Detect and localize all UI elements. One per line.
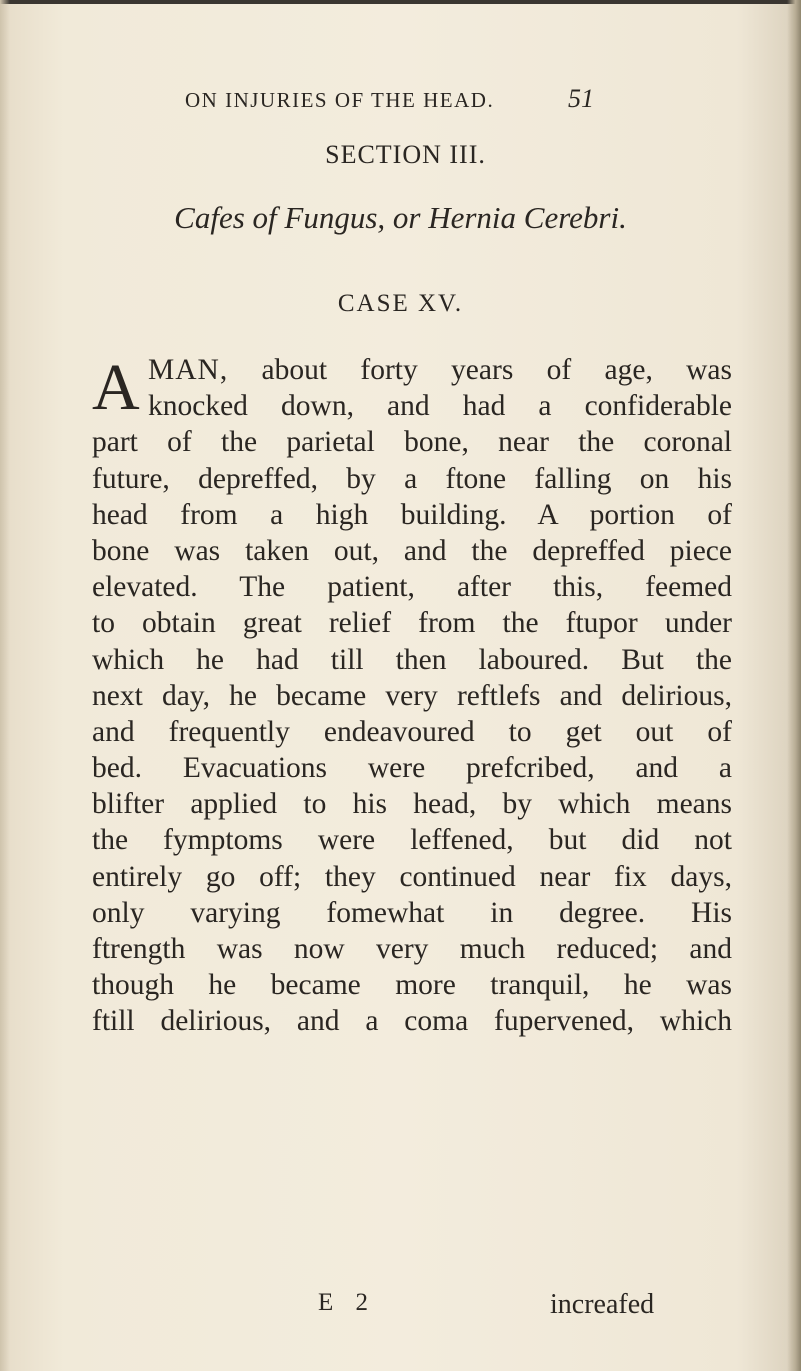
text-line: bed. Evacuations were prefcribed, and a <box>92 752 732 785</box>
scan-top-edge <box>0 0 801 4</box>
case-title: CASE XV. <box>337 290 464 317</box>
text-line: though he became more tranquil, he was <box>92 969 732 1002</box>
text-line-content: about forty years of age, was <box>261 354 733 386</box>
first-word: MAN, <box>148 354 229 386</box>
text-line: and frequently endeavoured to get out of <box>92 715 732 748</box>
text-line: the fymptoms were leffened, but did not <box>92 824 732 857</box>
text-line: head from a high building. A portion of <box>92 498 732 531</box>
text-line: only varying fomewhat in degree. His <box>92 896 732 929</box>
page-number: 51 <box>568 84 594 113</box>
text-line: to obtain great relief from the ftupor under <box>92 607 732 640</box>
text-line: elevated. The patient, after this, feemed <box>92 571 732 604</box>
text-line: part of the parietal bone, near the coronal <box>92 426 732 459</box>
running-head: ON INJURIES OF THE HEAD. <box>185 88 495 112</box>
drop-cap: A <box>92 351 140 424</box>
section-title: SECTION III. <box>325 140 486 169</box>
text-line <box>148 352 732 388</box>
body-text <box>92 352 732 1040</box>
section-subtitle: Cafes of Fungus, or Hernia Cerebri. <box>174 200 627 235</box>
text-line: ftill delirious, and a coma fupervened, which <box>92 1005 732 1038</box>
text-line: next day, he became very reftlefs and delirious, <box>92 679 732 712</box>
signature-mark: E 2 <box>318 1289 377 1316</box>
text-line: blifter applied to his head, by which means <box>92 788 732 821</box>
text-line: knocked down, and had a confiderable <box>148 390 732 423</box>
text-line: which he had till then laboured. But the <box>92 643 732 676</box>
catchword: increafed <box>550 1289 655 1320</box>
text-line: entirely go off; they continued near fix days, <box>92 860 732 893</box>
text-line: ftrength was now very much reduced; and <box>92 933 732 965</box>
opening-lines <box>92 352 732 424</box>
text-line: future, depreffed, by a ftone falling on his <box>92 462 732 495</box>
text-line: bone was taken out, and the depreffed piece <box>92 534 732 567</box>
